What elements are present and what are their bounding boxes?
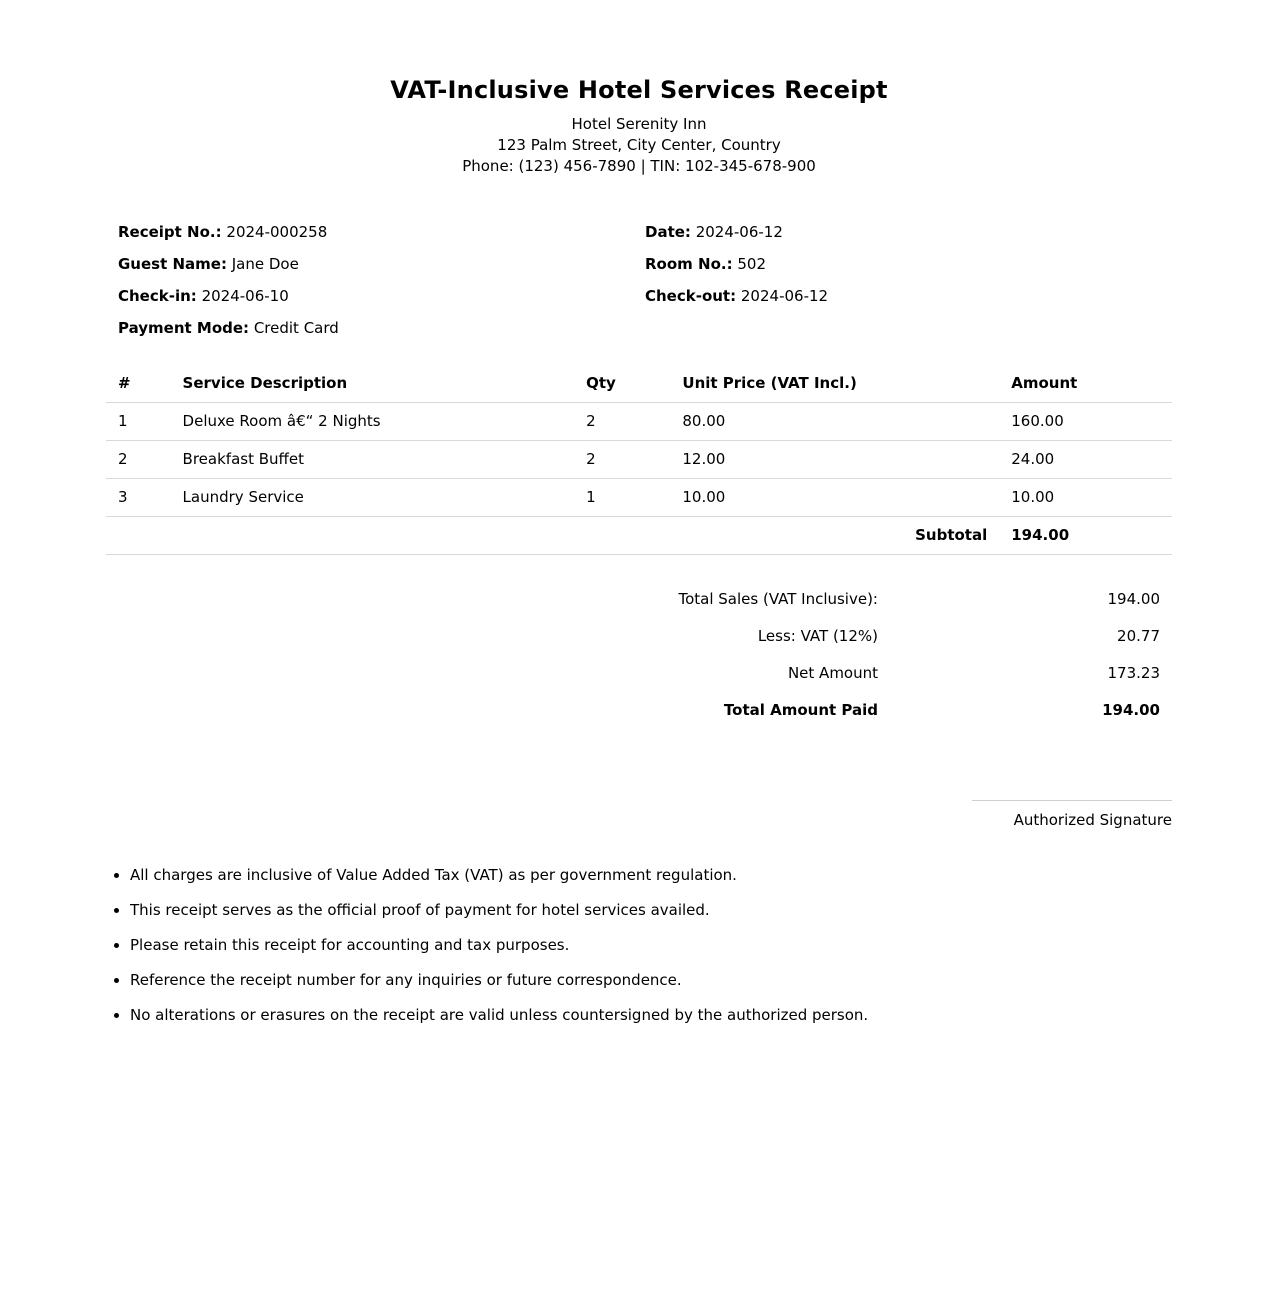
receipt-date [645, 223, 1172, 241]
check-in-value: 2024-06-10 [201, 287, 289, 305]
total-paid-label: Total Amount Paid [723, 700, 878, 719]
hotel-address: 123 Palm Street, City Center, Country [497, 136, 781, 154]
row-unit-price: 10.00 [682, 488, 726, 506]
total-paid-row [560, 691, 1160, 728]
check-out [645, 287, 1172, 305]
room-number [645, 255, 1172, 273]
row-description: Laundry Service [182, 488, 304, 506]
column-header-unit-price: Unit Price (VAT Incl.) [682, 373, 857, 392]
subtotal-label: Subtotal [915, 526, 988, 544]
row-amount: 24.00 [1011, 450, 1055, 468]
column-header-description: Service Description [182, 373, 348, 392]
guest-name-value: Jane Doe [231, 255, 299, 273]
check-in-label: Check-in: [118, 287, 197, 305]
total-sales-label: Total Sales (VAT Inclusive): [678, 589, 878, 608]
room-number-label: Room No.: [645, 255, 733, 273]
check-in [118, 287, 645, 305]
row-qty: 1 [586, 488, 596, 506]
row-number: 2 [118, 450, 128, 468]
net-amount-value: 173.23 [1107, 663, 1160, 682]
column-header-qty: Qty [586, 373, 616, 392]
receipt-number [118, 223, 645, 241]
total-sales-value: 194.00 [1107, 589, 1160, 608]
guest-name-label: Guest Name: [118, 255, 227, 273]
column-header-amount: Amount [1011, 373, 1078, 392]
row-qty: 2 [586, 412, 596, 430]
subtotal-row [106, 516, 1172, 554]
authorized-signature: Authorized Signature [972, 800, 1172, 829]
row-qty: 2 [586, 450, 596, 468]
payment-mode-value: Credit Card [253, 319, 339, 337]
vat-value: 20.77 [1117, 626, 1160, 645]
row-description: Breakfast Buffet [182, 450, 304, 468]
row-amount: 10.00 [1011, 488, 1055, 506]
totals-summary [560, 580, 1160, 728]
hotel-name: Hotel Serenity Inn [571, 115, 707, 133]
row-description: Deluxe Room â€“ 2 Nights [182, 412, 381, 430]
receipt-header [0, 76, 1278, 177]
receipt-info [118, 216, 1172, 344]
row-unit-price: 12.00 [682, 450, 726, 468]
check-out-value: 2024-06-12 [740, 287, 829, 305]
room-number-value: 502 [737, 255, 766, 273]
receipt-number-label: Receipt No.: [118, 223, 222, 241]
note-item: • This receipt serves as the official proof of payment for hotel services availed. [130, 893, 1196, 928]
table-header-row [106, 364, 1172, 402]
row-unit-price: 80.00 [682, 412, 726, 430]
table-row [106, 402, 1172, 440]
note-item: • No alterations or erasures on the receipt are valid unless countersigned by the authorized person. [130, 998, 1196, 1033]
payment-mode-label: Payment Mode: [118, 319, 250, 337]
column-header-number: # [118, 373, 131, 392]
note-item: • All charges are inclusive of Value Added Tax (VAT) as per government regulation. [130, 858, 1196, 893]
row-number: 1 [118, 412, 128, 430]
receipt-title: VAT-Inclusive Hotel Services Receipt [390, 76, 888, 104]
vat-label: Less: VAT (12%) [757, 626, 878, 645]
receipt-notes [106, 858, 1196, 1033]
total-paid-value: 194.00 [1102, 700, 1160, 719]
row-number: 3 [118, 488, 128, 506]
receipt-number-value: 2024-000258 [226, 223, 328, 241]
services-table [106, 364, 1172, 555]
subtotal-value: 194.00 [1011, 526, 1070, 544]
check-out-label: Check-out: [645, 287, 737, 305]
guest-name [118, 255, 645, 273]
net-amount-row [560, 654, 1160, 691]
hotel-contact: Phone: (123) 456-7890 | TIN: 102-345-678-900 [462, 157, 816, 175]
net-amount-label: Net Amount [787, 663, 878, 682]
table-row [106, 440, 1172, 478]
payment-mode [118, 319, 697, 337]
receipt-date-value: 2024-06-12 [695, 223, 783, 241]
total-sales-row [560, 580, 1160, 617]
note-item: • Please retain this receipt for accounting and tax purposes. [130, 928, 1196, 963]
vat-row [560, 617, 1160, 654]
note-item: • Reference the receipt number for any inquiries or future correspondence. [130, 963, 1196, 998]
row-amount: 160.00 [1011, 412, 1064, 430]
receipt-date-label: Date: [645, 223, 691, 241]
table-row [106, 478, 1172, 516]
